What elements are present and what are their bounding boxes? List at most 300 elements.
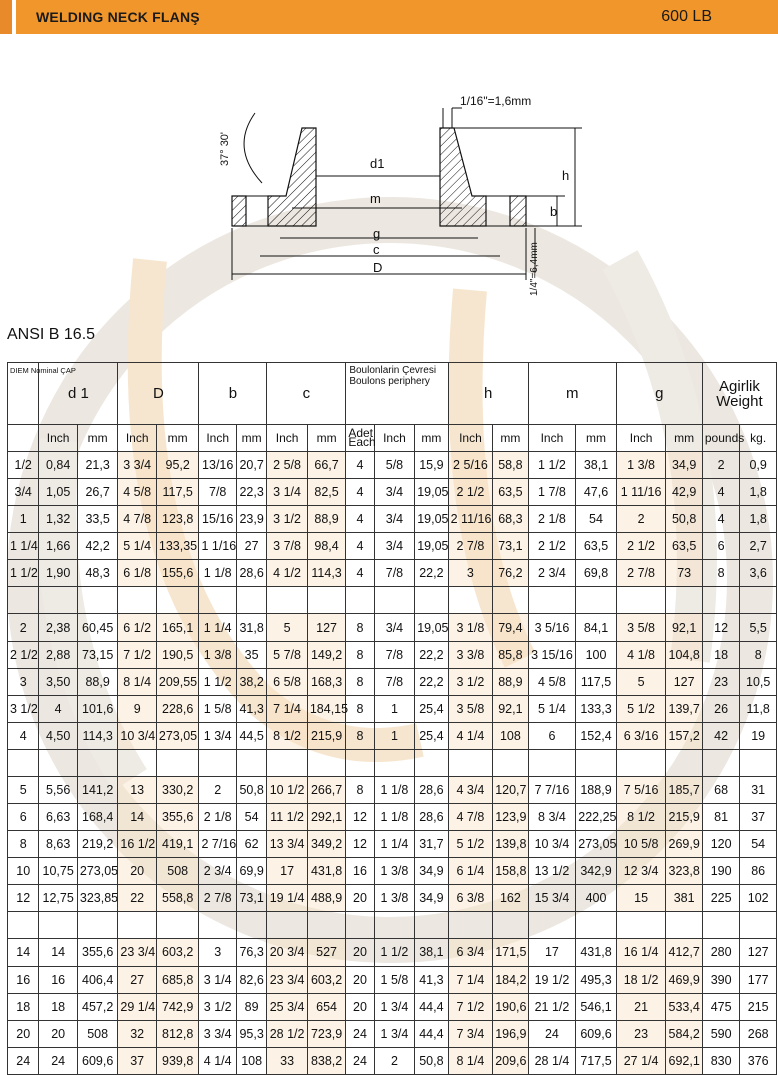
table-cell: 6 (528, 722, 576, 749)
table-cell: 92,1 (666, 614, 702, 641)
table-cell: 42,9 (666, 479, 702, 506)
table-cell: 219,2 (77, 831, 118, 858)
table-cell: 13 (118, 776, 156, 803)
table-cell: 24 (346, 1020, 374, 1047)
table-cell: 8 (346, 668, 374, 695)
table-cell: 31 (740, 776, 777, 803)
table-cell: 1 3/8 (374, 858, 415, 885)
table-cell: 609,6 (77, 1047, 118, 1074)
table-row (8, 506, 777, 533)
table-cell: 5,56 (39, 776, 77, 803)
table-cell: 1 3/4 (374, 993, 415, 1020)
table-cell: 1,90 (39, 560, 77, 587)
spacer-cell (156, 912, 199, 939)
table-cell: 16 (39, 966, 77, 993)
table-cell: 412,7 (666, 939, 702, 966)
spacer-cell (307, 912, 345, 939)
table-cell: 4 (39, 695, 77, 722)
table-cell: 5 (8, 776, 39, 803)
table-row (8, 695, 777, 722)
table-cell: 19 (740, 722, 777, 749)
table-cell: 27 1/4 (616, 1047, 666, 1074)
table-cell: 527 (307, 939, 345, 966)
sub-b-mm: mm (236, 425, 266, 452)
table-cell: 1 3/4 (199, 722, 236, 749)
table-cell: 15/16 (199, 506, 236, 533)
table-cell: 22,2 (415, 668, 448, 695)
table-cell: 1 1/4 (374, 831, 415, 858)
table-cell: 100 (576, 641, 617, 668)
table-row (8, 1020, 777, 1047)
table-cell: 2 5/8 (267, 452, 308, 479)
spacer-cell (666, 587, 702, 614)
table-cell: 98,4 (307, 533, 345, 560)
table-cell: 16 1/4 (616, 939, 666, 966)
spacer-cell (236, 587, 266, 614)
table-cell: 1 11/16 (616, 479, 666, 506)
table-cell: 54 (740, 831, 777, 858)
spacer-cell (415, 749, 448, 776)
table-cell: 4 (346, 506, 374, 533)
spacer-cell (199, 749, 236, 776)
table-cell: 8 1/2 (267, 722, 308, 749)
table-cell: 590 (702, 1020, 739, 1047)
table-cell: 3 (199, 939, 236, 966)
table-cell: 165,1 (156, 614, 199, 641)
table-cell: 4 7/8 (448, 804, 493, 831)
table-cell: 12 (702, 614, 739, 641)
table-cell: 19 1/2 (528, 966, 576, 993)
table-row (8, 804, 777, 831)
table-cell: 215 (740, 993, 777, 1020)
table-cell: 1 3/8 (374, 885, 415, 912)
table-cell: 1 3/4 (374, 1020, 415, 1047)
table-cell: 457,2 (77, 993, 118, 1020)
table-cell: 268 (740, 1020, 777, 1047)
table-cell: 495,3 (576, 966, 617, 993)
table-cell: 155,6 (156, 560, 199, 587)
table-cell: 323,8 (666, 858, 702, 885)
table-cell: 1 (374, 695, 415, 722)
table-cell: 19,05 (415, 533, 448, 560)
table-cell: 723,9 (307, 1020, 345, 1047)
table-cell: 88,9 (307, 506, 345, 533)
spacer-cell (448, 587, 493, 614)
table-cell: 2 5/16 (448, 452, 493, 479)
table-cell: 18 (8, 993, 39, 1020)
sub-pounds: pounds (702, 425, 739, 452)
spacer-cell (740, 912, 777, 939)
table-cell: 8 1/4 (118, 668, 156, 695)
table-cell: 3 1/4 (267, 479, 308, 506)
table-cell: 4 1/4 (448, 722, 493, 749)
spacer-cell (8, 587, 39, 614)
table-cell: 20 (39, 1020, 77, 1047)
table-cell: 273,05 (77, 858, 118, 885)
table-row (8, 722, 777, 749)
table-cell: 3,6 (740, 560, 777, 587)
table-cell: 120 (702, 831, 739, 858)
sub-g-inch: Inch (616, 425, 666, 452)
table-cell: 3/4 (374, 479, 415, 506)
table-cell: 13/16 (199, 452, 236, 479)
table-cell: 3 (448, 560, 493, 587)
table-cell: 1 1/2 (374, 939, 415, 966)
table-cell: 190 (702, 858, 739, 885)
table-cell: 1,05 (39, 479, 77, 506)
table-cell: 4 (346, 479, 374, 506)
col-d1: d 1 (39, 363, 118, 425)
table-row (8, 1047, 777, 1074)
table-cell: 114,3 (77, 722, 118, 749)
table-cell: 69,9 (236, 858, 266, 885)
table-cell: 15,9 (415, 452, 448, 479)
sub-c-inch: Inch (267, 425, 308, 452)
spacer-cell (415, 587, 448, 614)
table-cell: 73,1 (493, 533, 528, 560)
table-cell: 13 1/2 (528, 858, 576, 885)
table-cell: 4 5/8 (528, 668, 576, 695)
spacer-cell (616, 587, 666, 614)
table-row (8, 993, 777, 1020)
table-cell: 7 1/2 (118, 641, 156, 668)
table-cell: 21 (616, 993, 666, 1020)
table-cell: 44,5 (236, 722, 266, 749)
spacer-cell (576, 749, 617, 776)
spacer-cell (616, 912, 666, 939)
table-header-row (8, 363, 777, 425)
table-cell: 7 7/16 (528, 776, 576, 803)
table-cell: 25 3/4 (267, 993, 308, 1020)
spacer-cell (156, 749, 199, 776)
table-cell: 24 (8, 1047, 39, 1074)
table-cell: 222,25 (576, 804, 617, 831)
spacer-cell (267, 912, 308, 939)
table-cell: 3 3/8 (448, 641, 493, 668)
table-cell: 20 (346, 966, 374, 993)
table-cell: 323,85 (77, 885, 118, 912)
raised-face-label: 1/16"=1,6mm (460, 94, 532, 108)
table-cell: 28 1/4 (528, 1047, 576, 1074)
table-cell: 10 (8, 858, 39, 885)
table-cell: 1 1/2 (8, 560, 39, 587)
table-cell: 280 (702, 939, 739, 966)
table-cell: 3/4 (374, 614, 415, 641)
table-cell: 5 7/8 (267, 641, 308, 668)
spacer-cell (374, 912, 415, 939)
table-cell: 24 (346, 1047, 374, 1074)
table-cell: 149,2 (307, 641, 345, 668)
weld-label: 1/4"=6,4mm (529, 242, 540, 296)
spacer-cell (307, 749, 345, 776)
table-cell: 6 5/8 (267, 668, 308, 695)
table-cell: 406,4 (77, 966, 118, 993)
spacer-cell (77, 587, 118, 614)
spacer-cell (346, 749, 374, 776)
table-cell: 24 (528, 1020, 576, 1047)
table-cell: 8 1/4 (448, 1047, 493, 1074)
table-cell: 3 5/16 (528, 614, 576, 641)
table-cell: 273,05 (576, 831, 617, 858)
table-cell: 6 (8, 804, 39, 831)
table-cell: 58,8 (493, 452, 528, 479)
table-cell: 28,6 (236, 560, 266, 587)
table-cell: 20 (346, 993, 374, 1020)
table-cell: 162 (493, 885, 528, 912)
spacer-cell (236, 749, 266, 776)
table-cell: 27 (236, 533, 266, 560)
table-cell: 184,2 (493, 966, 528, 993)
table-cell: 19,05 (415, 614, 448, 641)
table-cell: 2 (374, 1047, 415, 1074)
table-cell: 10 3/4 (118, 722, 156, 749)
table-cell: 12,75 (39, 885, 77, 912)
table-cell: 400 (576, 885, 617, 912)
table-cell: 8 (740, 641, 777, 668)
table-cell: 2 (199, 776, 236, 803)
table-cell: 79,4 (493, 614, 528, 641)
table-cell: 158,8 (493, 858, 528, 885)
spacer-cell (346, 912, 374, 939)
table-cell: 127 (666, 668, 702, 695)
table-cell: 84,1 (576, 614, 617, 641)
g-label: g (373, 226, 381, 241)
spacer-cell (39, 912, 77, 939)
table-cell: 37 (740, 804, 777, 831)
spacer-cell (576, 587, 617, 614)
h-label: h (562, 168, 570, 183)
table-cell: 8 (346, 614, 374, 641)
table-cell: 20,7 (236, 452, 266, 479)
table-cell: 42 (702, 722, 739, 749)
table-cell: 215,9 (307, 722, 345, 749)
spacer-cell (616, 749, 666, 776)
table-cell: 2 (702, 452, 739, 479)
table-cell: 35 (236, 641, 266, 668)
table-cell: 1 5/8 (199, 695, 236, 722)
table-cell: 69,8 (576, 560, 617, 587)
m-label: m (370, 191, 381, 206)
table-cell: 1 1/8 (199, 560, 236, 587)
table-cell: 0,84 (39, 452, 77, 479)
table-cell: 4 (346, 533, 374, 560)
table-cell: 209,55 (156, 668, 199, 695)
table-cell: 209,6 (493, 1047, 528, 1074)
table-cell: 1,8 (740, 506, 777, 533)
table-cell: 4 7/8 (118, 506, 156, 533)
dimensions-table (7, 362, 777, 1075)
table-cell: 10 5/8 (616, 831, 666, 858)
table-cell: 0,9 (740, 452, 777, 479)
table-cell: 54 (236, 804, 266, 831)
page-title: WELDING NECK FLANŞ (36, 9, 200, 25)
table-row (8, 939, 777, 966)
table-cell: 139,7 (666, 695, 702, 722)
table-cell: 44,4 (415, 993, 448, 1020)
spacer-row (8, 749, 777, 776)
spacer-row (8, 912, 777, 939)
table-cell: 12 (346, 831, 374, 858)
table-cell: 4 1/8 (616, 641, 666, 668)
table-cell: 3 7/8 (267, 533, 308, 560)
spacer-cell (740, 749, 777, 776)
table-cell: 685,8 (156, 966, 199, 993)
table-row (8, 533, 777, 560)
angle-label: 37° 30' (219, 131, 231, 166)
col-g: g (616, 363, 702, 425)
table-cell: 92,1 (493, 695, 528, 722)
table-cell: 3 1/2 (267, 506, 308, 533)
sub-d1-inch: Inch (39, 425, 77, 452)
table-cell: 63,5 (576, 533, 617, 560)
D-label: D (373, 260, 383, 275)
spacer-cell (307, 587, 345, 614)
table-cell: 21 1/2 (528, 993, 576, 1020)
table-cell: 16 (8, 966, 39, 993)
table-cell: 2 1/2 (528, 533, 576, 560)
table-cell: 120,7 (493, 776, 528, 803)
table-cell: 2 7/8 (448, 533, 493, 560)
col-h: h (448, 363, 528, 425)
spacer-cell (740, 587, 777, 614)
table-cell: 376 (740, 1047, 777, 1074)
table-row (8, 966, 777, 993)
table-cell: 812,8 (156, 1020, 199, 1047)
table-cell: 26 (702, 695, 739, 722)
table-cell: 8 (346, 641, 374, 668)
table-cell: 7 1/4 (448, 966, 493, 993)
spacer-cell (8, 912, 39, 939)
table-cell: 5 (616, 668, 666, 695)
table-cell: 225 (702, 885, 739, 912)
table-cell: 584,2 (666, 1020, 702, 1047)
b-label: b (550, 204, 558, 219)
spacer-cell (156, 587, 199, 614)
table-cell: 4 (346, 560, 374, 587)
table-cell: 63,5 (666, 533, 702, 560)
table-cell: 19,05 (415, 479, 448, 506)
table-cell: 2 3/4 (199, 858, 236, 885)
table-cell: 38,1 (415, 939, 448, 966)
table-cell: 431,8 (576, 939, 617, 966)
table-cell: 6 (702, 533, 739, 560)
table-cell: 2 11/16 (448, 506, 493, 533)
table-cell: 123,9 (493, 804, 528, 831)
table-cell: 38,1 (576, 452, 617, 479)
table-cell: 95,2 (156, 452, 199, 479)
table-cell: 3 1/4 (199, 966, 236, 993)
table-cell: 330,2 (156, 776, 199, 803)
table-cell: 15 3/4 (528, 885, 576, 912)
table-cell: 33 (267, 1047, 308, 1074)
table-cell: 5 (267, 614, 308, 641)
spacer-cell (493, 749, 528, 776)
table-cell: 3/4 (8, 479, 39, 506)
table-cell: 4 5/8 (118, 479, 156, 506)
header-accent (0, 0, 12, 34)
table-row (8, 776, 777, 803)
table-cell: 1 1/16 (199, 533, 236, 560)
table-cell: 62 (236, 831, 266, 858)
sub-vida-inch: Inch (374, 425, 415, 452)
table-row (8, 858, 777, 885)
table-cell: 6 3/16 (616, 722, 666, 749)
table-cell: 63,5 (493, 479, 528, 506)
spacer-cell (702, 912, 739, 939)
table-cell: 12 (346, 804, 374, 831)
table-cell: 102 (740, 885, 777, 912)
table-cell: 117,5 (156, 479, 199, 506)
table-cell: 23 3/4 (118, 939, 156, 966)
spacer-cell (528, 587, 576, 614)
spacer-cell (118, 912, 156, 939)
sub-D-inch: Inch (118, 425, 156, 452)
table-cell: 28 1/2 (267, 1020, 308, 1047)
table-cell: 1 1/4 (8, 533, 39, 560)
page-header (0, 0, 778, 34)
table-cell: 1 (8, 506, 39, 533)
sub-c-mm: mm (307, 425, 345, 452)
table-cell: 3 1/8 (448, 614, 493, 641)
table-cell: 3,50 (39, 668, 77, 695)
table-cell: 188,9 (576, 776, 617, 803)
table-cell: 114,3 (307, 560, 345, 587)
table-cell: 171,5 (493, 939, 528, 966)
table-cell: 2 1/2 (448, 479, 493, 506)
table-cell: 342,9 (576, 858, 617, 885)
table-cell: 1 3/8 (616, 452, 666, 479)
table-cell: 41,3 (236, 695, 266, 722)
table-cell: 5 1/4 (118, 533, 156, 560)
table-cell: 654 (307, 993, 345, 1020)
table-cell: 6 3/4 (448, 939, 493, 966)
table-cell: 95,3 (236, 1020, 266, 1047)
table-cell: 20 (118, 858, 156, 885)
spacer-cell (346, 587, 374, 614)
table-cell: 1,8 (740, 479, 777, 506)
table-cell: 184,15 (307, 695, 345, 722)
table-cell: 54 (576, 506, 617, 533)
spacer-cell (415, 912, 448, 939)
table-cell: 4 (346, 452, 374, 479)
table-cell: 8 (702, 560, 739, 587)
table-cell: 1 3/8 (199, 641, 236, 668)
table-cell: 81 (702, 804, 739, 831)
table-cell: 2 1/8 (528, 506, 576, 533)
table-cell: 2 1/8 (199, 804, 236, 831)
table-cell: 3 5/8 (448, 695, 493, 722)
pressure-class: 600 LB (661, 8, 712, 25)
flange-diagram (210, 88, 580, 298)
spacer-cell (448, 749, 493, 776)
table-cell: 15 (616, 885, 666, 912)
spacer-cell (39, 587, 77, 614)
table-cell: 101,6 (77, 695, 118, 722)
col-m: m (528, 363, 616, 425)
table-cell: 31,7 (415, 831, 448, 858)
spacer-cell (267, 749, 308, 776)
table-cell: 6 1/4 (448, 858, 493, 885)
table-cell: 1 1/8 (374, 804, 415, 831)
table-cell: 546,1 (576, 993, 617, 1020)
table-cell: 190,5 (156, 641, 199, 668)
spacer-cell (118, 749, 156, 776)
table-cell: 390 (702, 966, 739, 993)
table-cell: 73,1 (236, 885, 266, 912)
table-row (8, 614, 777, 641)
table-cell: 2,88 (39, 641, 77, 668)
table-cell: 355,6 (77, 939, 118, 966)
